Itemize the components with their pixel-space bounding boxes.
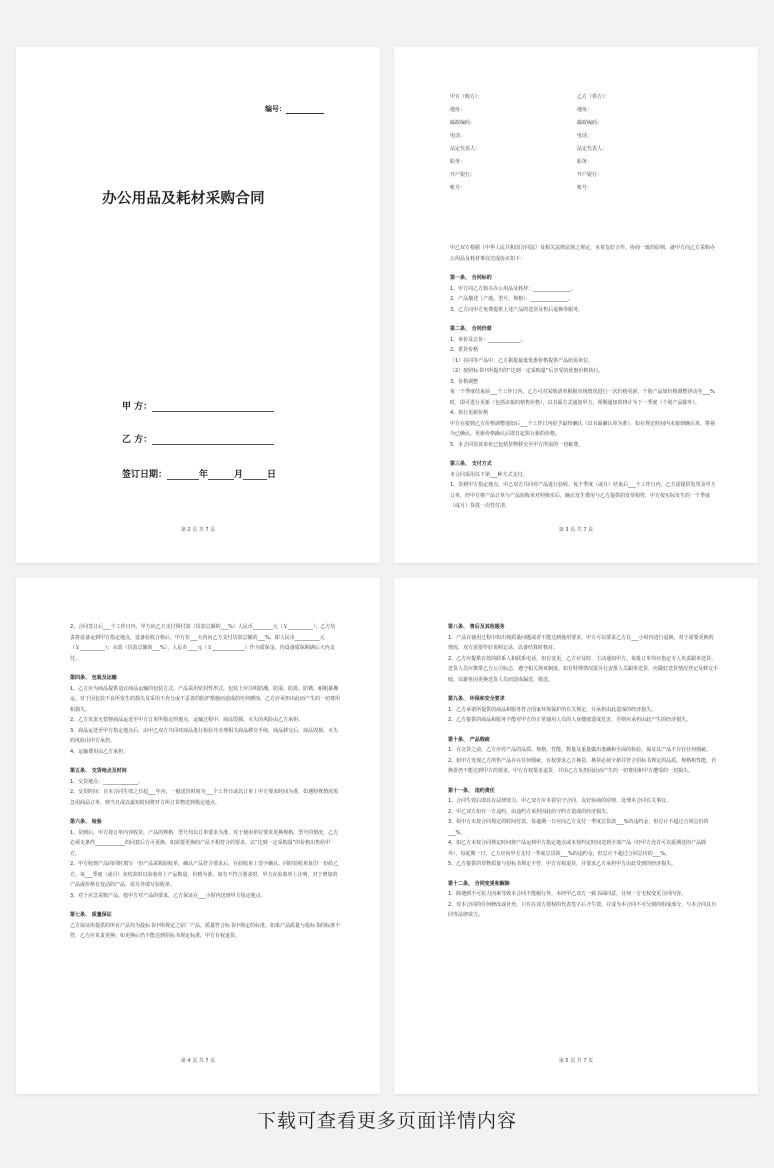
contract-page-3: [394, 47, 758, 563]
clause-paragraph: 2、乙方应提供有效的联系人和联系电话，如有变更，乙方应及时、主动通知甲方。每批订单均应指定专人负责跟单送货，送货人员应携带乙方公司标志，遵守相关规章制度。如有特殊情况需另行安排人员跟单送货，应做好送货情况登记及移交手续，以避免因更换送货人员而造成漏送、错送。: [448, 655, 719, 683]
contract-body-text: [448, 622, 718, 921]
contract-number-field: [265, 104, 324, 114]
party-b-info-line: 邮政编码：: [577, 120, 603, 126]
clause-heading: 第九条、 环保和安全要求: [448, 696, 505, 702]
clause-paragraph: 1、交货地点：______________。: [70, 778, 144, 785]
clause-heading: 第八条、 售后及其他服务: [448, 624, 505, 630]
clause-paragraph: 本合同采用以下第___种方式支付。: [450, 471, 528, 478]
clause-paragraph: 1、产品在使用过程中如出现质量问题或者不能达到使用要求，甲方可以要求乙方在___小时内进行退换，对于需要更换的情况，双方需要作好说明记录，以备结算时核对。: [448, 634, 714, 651]
download-caption: 下载可查看更多页面详情内容: [256, 1110, 517, 1132]
year-label: 年: [199, 470, 209, 480]
clause-heading: 第五条、 交货地点及时间: [70, 768, 127, 774]
clause-paragraph: 2、对本合同的任何修改或补充，只有在双方授权的代表签字后才生效，并成为本合同不可分割的组成部分，与本合同具有同等法律效力。: [448, 901, 717, 918]
year-line: [167, 470, 199, 480]
month-label: 月: [234, 470, 244, 480]
clause-paragraph: 1、乙方承诺所提供的商品和服务符合国家环境保护的有关规定，并承担由此造成的经济损失。: [448, 706, 657, 713]
clause-heading: 第六条、 检验: [70, 819, 102, 825]
clause-paragraph: （1）在同等产品中，乙方据报最低优惠价格提供产品给需单位。: [450, 357, 594, 364]
party-b-info-line: 电话：: [577, 133, 593, 139]
clause-heading: 第七条、 质量保证: [70, 912, 112, 918]
clause-heading: 第四条、 包装及运输: [70, 675, 117, 681]
clause-paragraph: 乙方保证所提供的所有产品均为投标书中所规定之原厂产品，质量符合标书中规定的标准。如果产品质量与投标书的标准不符，乙方应负责更换；如更换后仍不能达到招标书规定标准，甲方有权退货。: [70, 922, 341, 939]
clause-paragraph: 3、对于应急采购产品，按甲方对产品的要求，乙方保证在___小时内送到甲方指定地点。: [70, 892, 266, 899]
party-b-info-line: 账号：: [577, 185, 593, 191]
page-number: 第 3 页 共 7 页: [558, 527, 594, 533]
clause-paragraph: 1、甲方向乙方购买办公用品及耗材：_______________。: [450, 285, 576, 292]
clause-paragraph: 4、运输费用由乙方承担。: [70, 748, 129, 755]
contract-page-4: [16, 578, 380, 1094]
clause-paragraph: 3、如甲方未按合同规定的时间付款，每逾期一日应向乙方支付一季度总货款___%的违约金，但总计不超过合同总价的___%。: [448, 819, 709, 836]
party-b-info-line: 乙方（供方）：: [577, 94, 610, 100]
clause-heading: 第一条、 合同标的: [450, 275, 492, 281]
sign-date-field: [122, 467, 276, 480]
party-b-line: [152, 435, 274, 445]
clause-paragraph: 1、货到后，甲方按订单内容收货，产品的规格、型号均以订单要求为准，对于使用单位要求更换规格、型号的情况，乙方必须无条件____________的同意后方可更换，如需要更换的产品不相符合的要求，以“达到一定采购量”的价格出售给甲方。: [70, 829, 339, 857]
clause-paragraph: 2、乙方负责无偿将商品运送至甲方订单所指定的地点，运输过程中，商品毁损、灭失的风险由乙方承担。: [70, 717, 304, 723]
party-a-field: [122, 399, 274, 412]
clause-paragraph: 5、乙方提供的货物质量与招标书规定不符，甲方有权退货，并要求乙方承担甲方由此受到的经济损失。: [448, 861, 677, 867]
party-b-label: 乙 方：: [122, 435, 153, 445]
clause-heading: 第十一条、 违约责任: [448, 787, 495, 794]
party-b-info-column: [577, 91, 610, 195]
day-label: 日: [267, 470, 277, 480]
clause-paragraph: 4、如乙方未按合同规定时间将产品运到甲方指定地点或未按约定时间送到全部产品（经甲方允许可以延期送的产品除外），每延期一日，乙方应向甲方支付一季度总货款___%的违约金，但总计不超过合同总价的___%。: [448, 840, 707, 857]
clause-paragraph: 2、产品描述（产地、型号、规格）：_______________。: [450, 296, 574, 302]
clause-paragraph: 2、乙方提供的商品和服务不能对甲方的正常使用人员的人身健康造成危害，否则应承担由此产生的经济损失。: [448, 717, 692, 723]
clause-paragraph: 2、如甲方发现乙方所售产品存在任何瑕疵，有权要求乙方换货。换货必须全新并符合招标书规定的品质、规格和性能，若换货仍不能达到甲方的要求，甲方有权要求退货，并由乙方负担因此而产生的一切费用和甲方遭受的一切损失。: [448, 757, 717, 774]
party-b-info-line: 地址：: [577, 107, 593, 113]
contract-body-text: [70, 622, 340, 942]
party-a-info-line: 电话：: [450, 133, 466, 139]
party-a-info-line: 开户银行：: [450, 172, 476, 178]
clause-paragraph: 1、在交货之前，乙方应对产品的品质、规格、性能、数量及重量做出准确和全面的检验，保证其产品不存在任何瑕疵。: [448, 747, 712, 753]
page-number: 第 2 页 共 7 页: [180, 527, 216, 533]
month-line: [208, 470, 234, 480]
party-a-info-line: 职务：: [450, 159, 466, 165]
party-a-info-column: [450, 91, 483, 195]
contract-body-text: [450, 243, 718, 512]
clause-paragraph: 1、货到甲方指定地点，甲乙双方共同对产品进行验收，每个季度（或月）结束后___个工作日内，乙方需提供发票及甲方订单，经甲方将产品订单与产品验收单对照核实后，确认发生费用与乙方提供的发票相符，甲方按实际发生的一个季度（或月）货款一次性付清。: [450, 482, 716, 509]
clause-paragraph: 2、甲方收到产品的同时填写一份产品采购验收单，确认产品符合要求后，在验收单上签字确认。同时验收单复印一份给乙方。每___季度（或月）末结款时以验收单上产品数量、价格为准。如有不符合要求时，甲方在验收单上注明，对于增加的产品或价格有变动的产品，需另外填写验收单。: [70, 861, 339, 888]
party-a-info-line: 地址：: [450, 107, 466, 113]
party-a-info-line: 法定代表人：: [450, 146, 481, 152]
sign-date-label: 签订日期：: [122, 470, 168, 480]
contract-cover-page: [16, 47, 380, 563]
page-number: 第 4 页 共 7 页: [180, 1058, 216, 1064]
clause-heading: 第二条、 合同价款: [450, 326, 492, 332]
party-b-info-line: 法定代表人：: [577, 146, 608, 152]
party-a-line: [152, 402, 274, 412]
party-a-info-line: 账号：: [450, 185, 466, 191]
contract-number-label: 编号：: [265, 105, 286, 113]
party-a-info-line: 甲方（购方）：: [450, 94, 483, 100]
clause-paragraph: 2、供货价格: [450, 347, 479, 353]
clause-paragraph: 3、商品运送至甲方指定地点后，由甲乙双方共同对商品进行检验并办理相关商品移交手续，商品移交后，商品毁损、灭失的风险由甲方承担。: [70, 727, 339, 744]
day-line: [243, 470, 267, 480]
contract-page-5: [394, 578, 758, 1094]
clause-paragraph: 3、乙方向甲方免费提供上述产品的送货及售后退换等服务。: [450, 306, 584, 313]
party-a-label: 甲 方：: [122, 402, 153, 412]
clause-paragraph: 2、合同签订后___个工作日内，甲方向乙方支付预付款（货款总额的___%）人民币________元（￥__________）；乙方负责将设备运到甲方指定地点，设备验收合格后，甲方在___天内向乙方支付货款总额的___%，即人民币__________元（￥__________）；余款（货款总额的___%），人民币____元（￥_____________）作为质保金，待设备质保期满后天内支付。: [70, 624, 336, 662]
clause-paragraph: （2）按照标书中所提出的“达到一定采购量”后享受的优惠价格执行。: [450, 368, 604, 374]
clause-paragraph: 5、本合同货款单价已包括货物移交至甲方所需的一切税费。: [450, 441, 584, 448]
clause-paragraph: 4、执行更新价格: [450, 410, 489, 416]
clause-paragraph: 2、甲乙双方如有一方违约，由违约方承担因此给守约方造成的经济损失。: [448, 808, 612, 815]
page-number: 第 5 页 共 7 页: [558, 1058, 594, 1064]
contract-title: 办公用品及耗材采购合同: [102, 191, 265, 207]
clause-paragraph: 2、交货时间：自本合同生效之日起___年内，一般送货时间为___个工作日或以订单上甲方要求时间为准，如遇特殊情况需急用商品订单，则当日或以最短时间将对方所订货物送到指定地点。: [70, 789, 339, 806]
clause-paragraph: 甲乙双方根据《中华人民共和国合同法》及相关法律法规之规定，本着友好合作、协商一致的原则，就甲方向乙方采购办公用品及耗材事宜达成协议如下：: [450, 245, 716, 262]
clause-paragraph: 1、单价及总价：_____________。: [450, 336, 526, 343]
clause-heading: 第十二条、 合同变更和解除: [448, 880, 510, 887]
party-a-info-line: 邮政编码：: [450, 120, 476, 126]
contract-number-line: [286, 106, 324, 114]
clause-paragraph: 1、乙方应为商品提供适宜商品运输的包装方式，产品采用密封性形式，包装上应注明防潮、防湿、防震、防锈，耐粗暴搬运。对于因包装不良所发生的损失及采用不充分或不妥善的防护措施而造成的任何锈蚀，乙方应承担由此而产生的一切费用和损失。: [70, 685, 341, 713]
clause-paragraph: 甲方在接到乙方价格调整通知后___个工作日内给予最终确认（以书面确认单为准），如在规定时间内未接到确认单，将视为已确认，更新价格确认后即日起执行新的价格。: [450, 420, 716, 437]
clause-paragraph: 3、价格调整: [450, 378, 479, 385]
party-b-info-line: 开户银行：: [577, 172, 603, 178]
clause-paragraph: 每一个季度结束前___个工作日内，乙方可对采购清单根据市场情况进行一次价格更新，个别产品如价格调整浮动至___%时，即可进行更新（包括议報的销售价格），以书面方式通知甲方。预期通知的将计为下一季度（个别产品除外）。: [450, 389, 715, 406]
clause-paragraph: 1、合同生效后即具有法律效力，甲乙双方应本着信守合同、友好协商的原则，处理本合同有关事宜。: [448, 798, 672, 804]
clause-heading: 第十条、 产品瑕疵: [448, 736, 490, 743]
party-b-field: [122, 432, 274, 445]
clause-heading: 第三条、 支付方式: [450, 461, 492, 467]
clause-paragraph: 1、除遇到不可抗力因素导致本合同不能履行外，未经甲乙双方一致书面同意，任何一方无权变更合同内容。: [448, 891, 687, 897]
party-b-info-line: 职务：: [577, 159, 593, 165]
